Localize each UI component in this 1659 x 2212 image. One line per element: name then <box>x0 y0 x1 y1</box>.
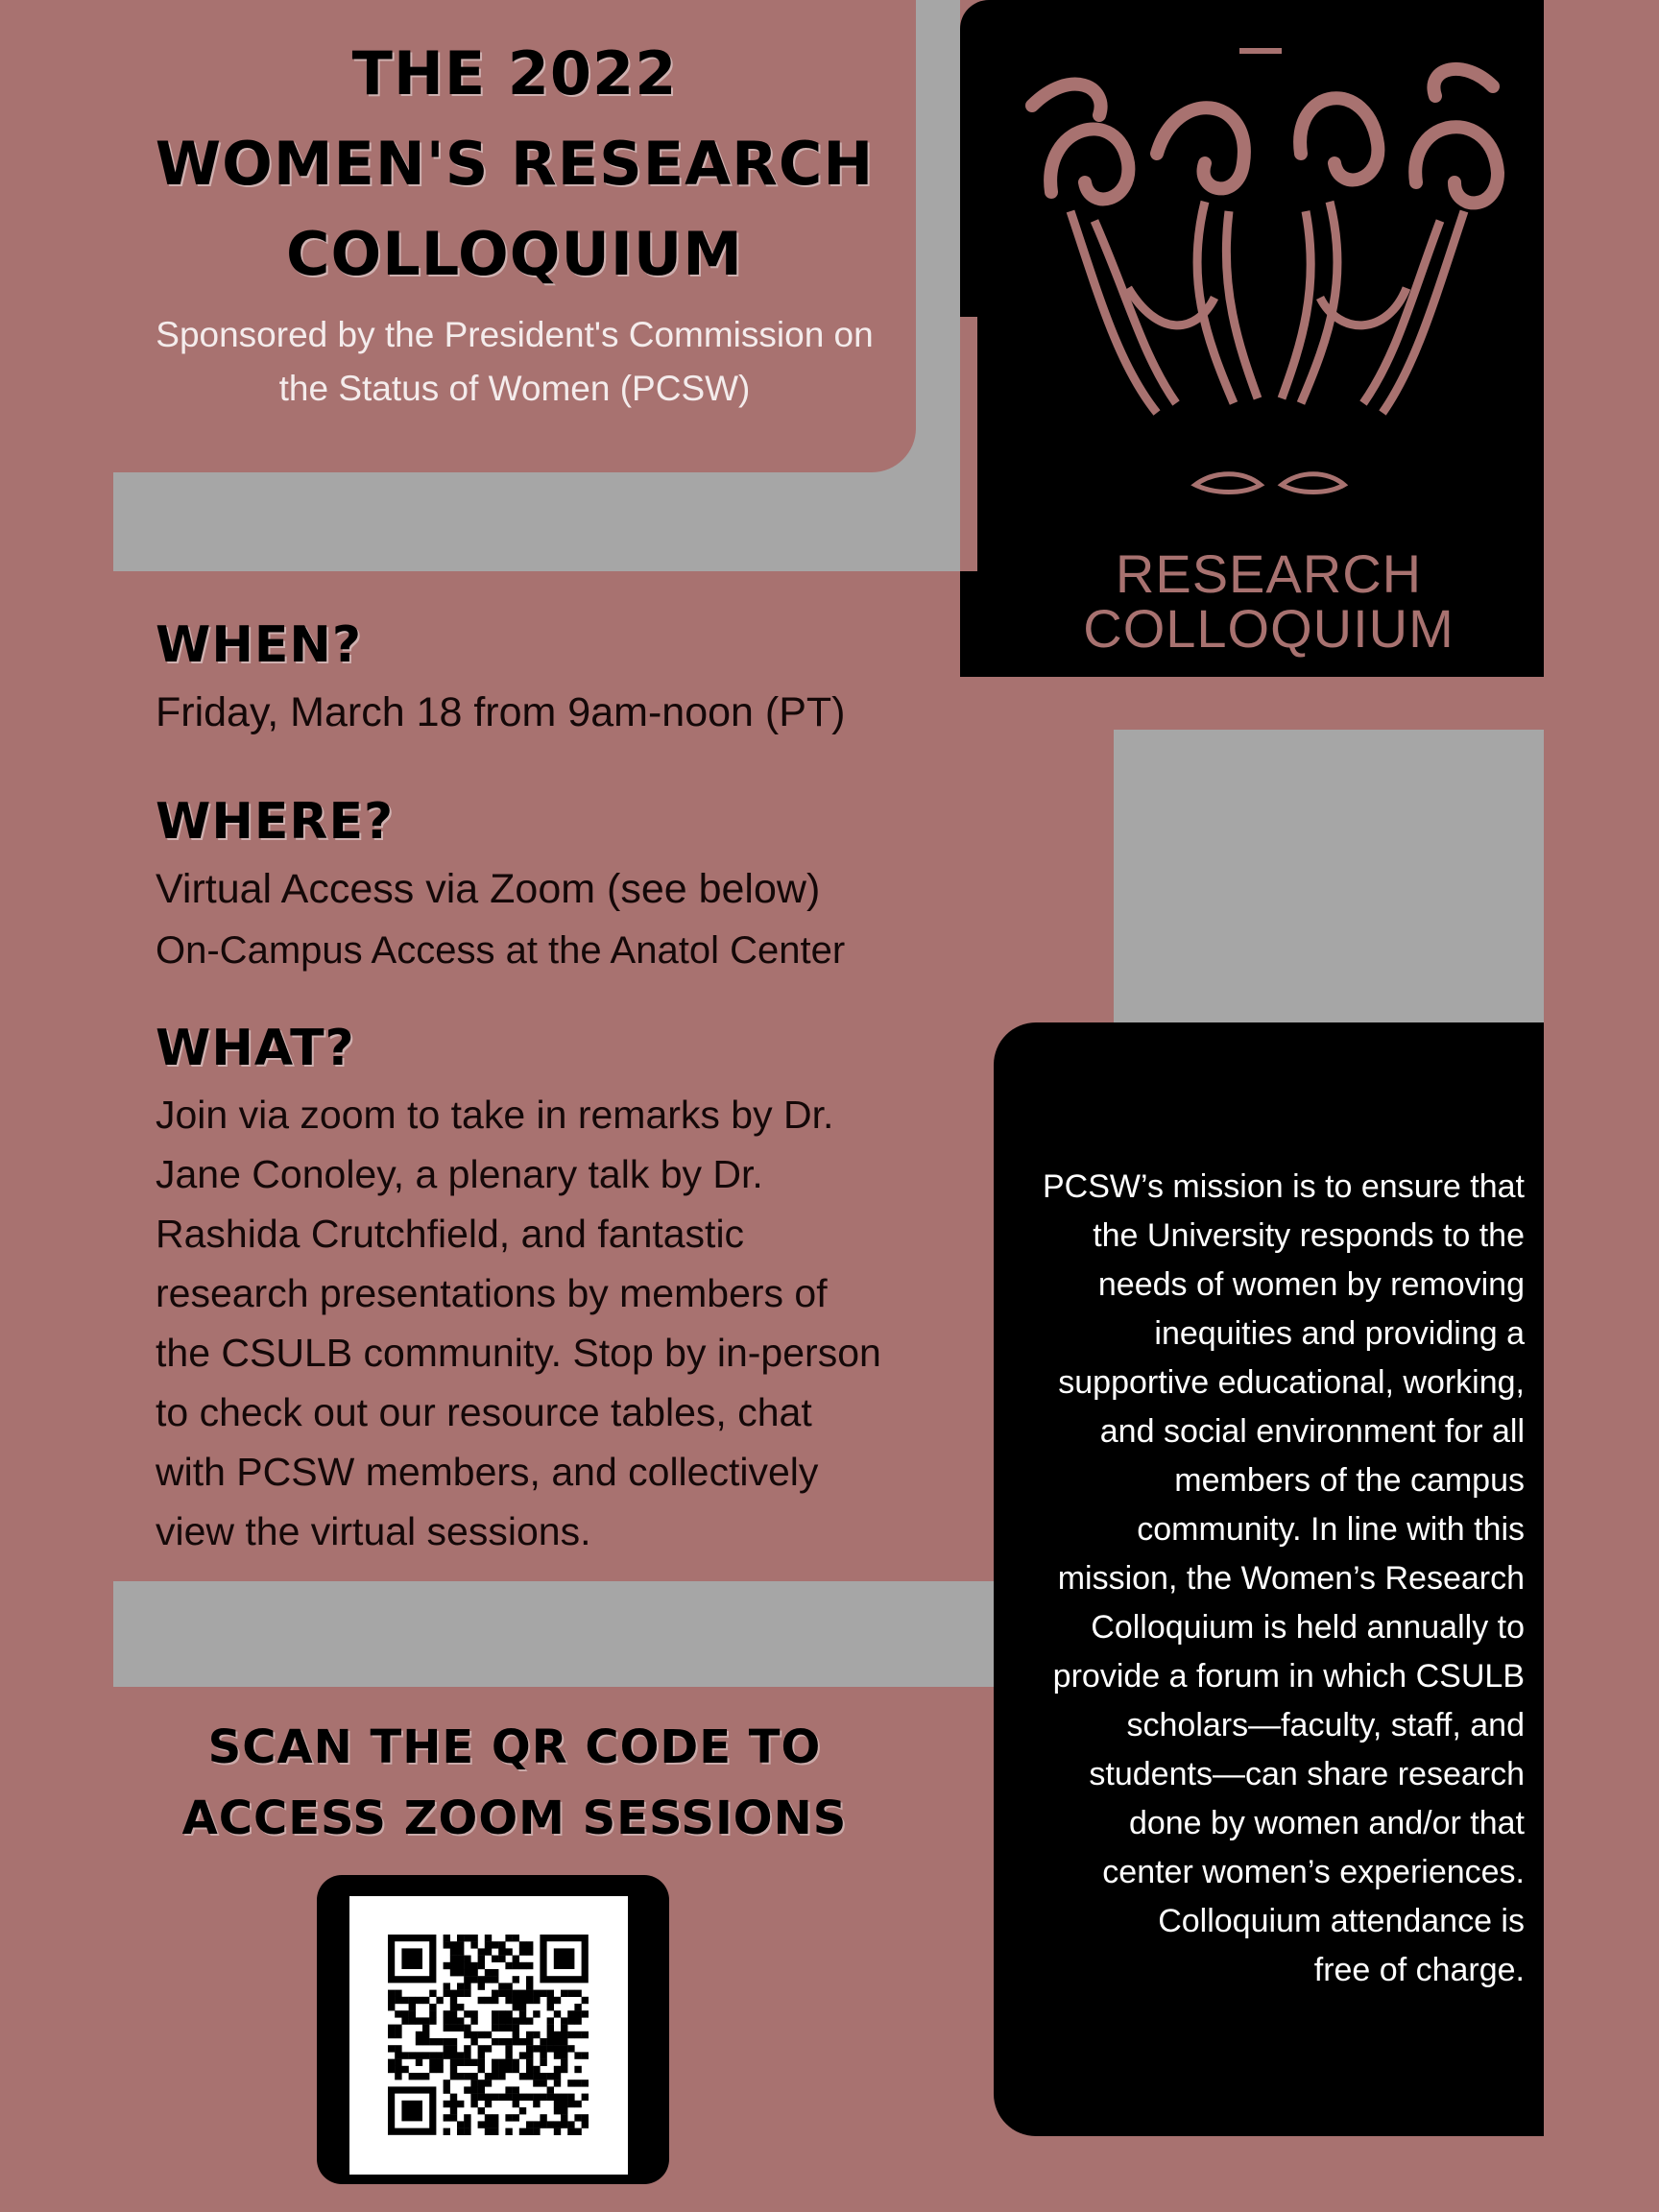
what-line-7: with PCSW members, and collectively <box>156 1450 819 1494</box>
mission-line-5: supportive educational, working, <box>1058 1364 1525 1401</box>
what-line-8: view the virtual sessions. <box>156 1509 591 1553</box>
title-line-2: WOMEN'S RESEARCH <box>155 129 875 199</box>
mission-line-17: free of charge. <box>1313 1952 1525 1988</box>
mission-line-16: Colloquium attendance is <box>1158 1903 1525 1939</box>
logo-frame-notch <box>960 317 977 571</box>
sponsor-line-2: the Status of Women (PCSW) <box>278 369 751 408</box>
where-line-1: Virtual Access via Zoom (see below) <box>156 866 821 912</box>
when-text: Friday, March 18 from 9am-noon (PT) <box>156 689 846 735</box>
gray-block-middle <box>113 1581 995 1687</box>
title-card <box>113 0 916 472</box>
mission-line-7: members of the campus <box>1174 1462 1525 1499</box>
mission-line-2: the University responds to the <box>1093 1217 1525 1254</box>
mission-line-12: scholars—faculty, staff, and <box>1126 1707 1525 1743</box>
mission-line-6: and social environment for all <box>1099 1413 1525 1450</box>
when-heading: WHEN? <box>156 616 363 674</box>
colloquium-logo <box>1013 48 1525 677</box>
mission-line-4: inequities and providing a <box>1154 1315 1525 1352</box>
what-line-6: to check out our resource tables, chat <box>156 1390 812 1434</box>
qr-heading-line-2: ACCESS ZOOM SESSIONS <box>181 1791 848 1845</box>
what-line-1: Join via zoom to take in remarks by Dr. <box>156 1093 834 1137</box>
qr-heading-line-1: SCAN THE QR CODE TO <box>207 1720 822 1774</box>
gray-block-right <box>1114 730 1544 1022</box>
title-line-3: COLLOQUIUM <box>286 219 743 289</box>
mission-line-11: provide a forum in which CSULB <box>1052 1658 1525 1695</box>
what-line-5: the CSULB community. Stop by in-person <box>156 1331 881 1375</box>
where-heading: WHERE? <box>156 793 395 851</box>
logo-text-colloquium: COLLOQUIUM <box>1083 598 1455 659</box>
mission-line-8: community. In line with this <box>1137 1511 1525 1548</box>
what-line-2: Jane Conoley, a plenary talk by Dr. <box>156 1152 763 1196</box>
title-line-1: THE 2022 <box>351 38 678 108</box>
mission-line-1: PCSW’s mission is to ensure that <box>1043 1168 1525 1205</box>
mission-line-9: mission, the Women’s Research <box>1057 1560 1525 1597</box>
logo-text-research: RESEARCH <box>1115 543 1423 604</box>
what-heading: WHAT? <box>156 1020 355 1077</box>
qr-code-image <box>349 1896 628 2175</box>
what-line-4: research presentations by members of <box>156 1271 828 1315</box>
mission-line-10: Colloquium is held annually to <box>1091 1609 1525 1646</box>
what-line-3: Rashida Crutchfield, and fantastic <box>156 1212 745 1256</box>
mission-line-3: needs of women by removing <box>1097 1266 1525 1303</box>
mission-line-15: center women’s experiences. <box>1102 1854 1525 1890</box>
qr-code[interactable] <box>349 1896 628 2175</box>
mission-line-14: done by women and/or that <box>1128 1805 1525 1841</box>
sponsor-line-1: Sponsored by the President's Commission on <box>156 315 874 354</box>
mission-line-13: students—can share research <box>1089 1756 1525 1792</box>
where-line-2: On-Campus Access at the Anatol Center <box>156 929 846 972</box>
